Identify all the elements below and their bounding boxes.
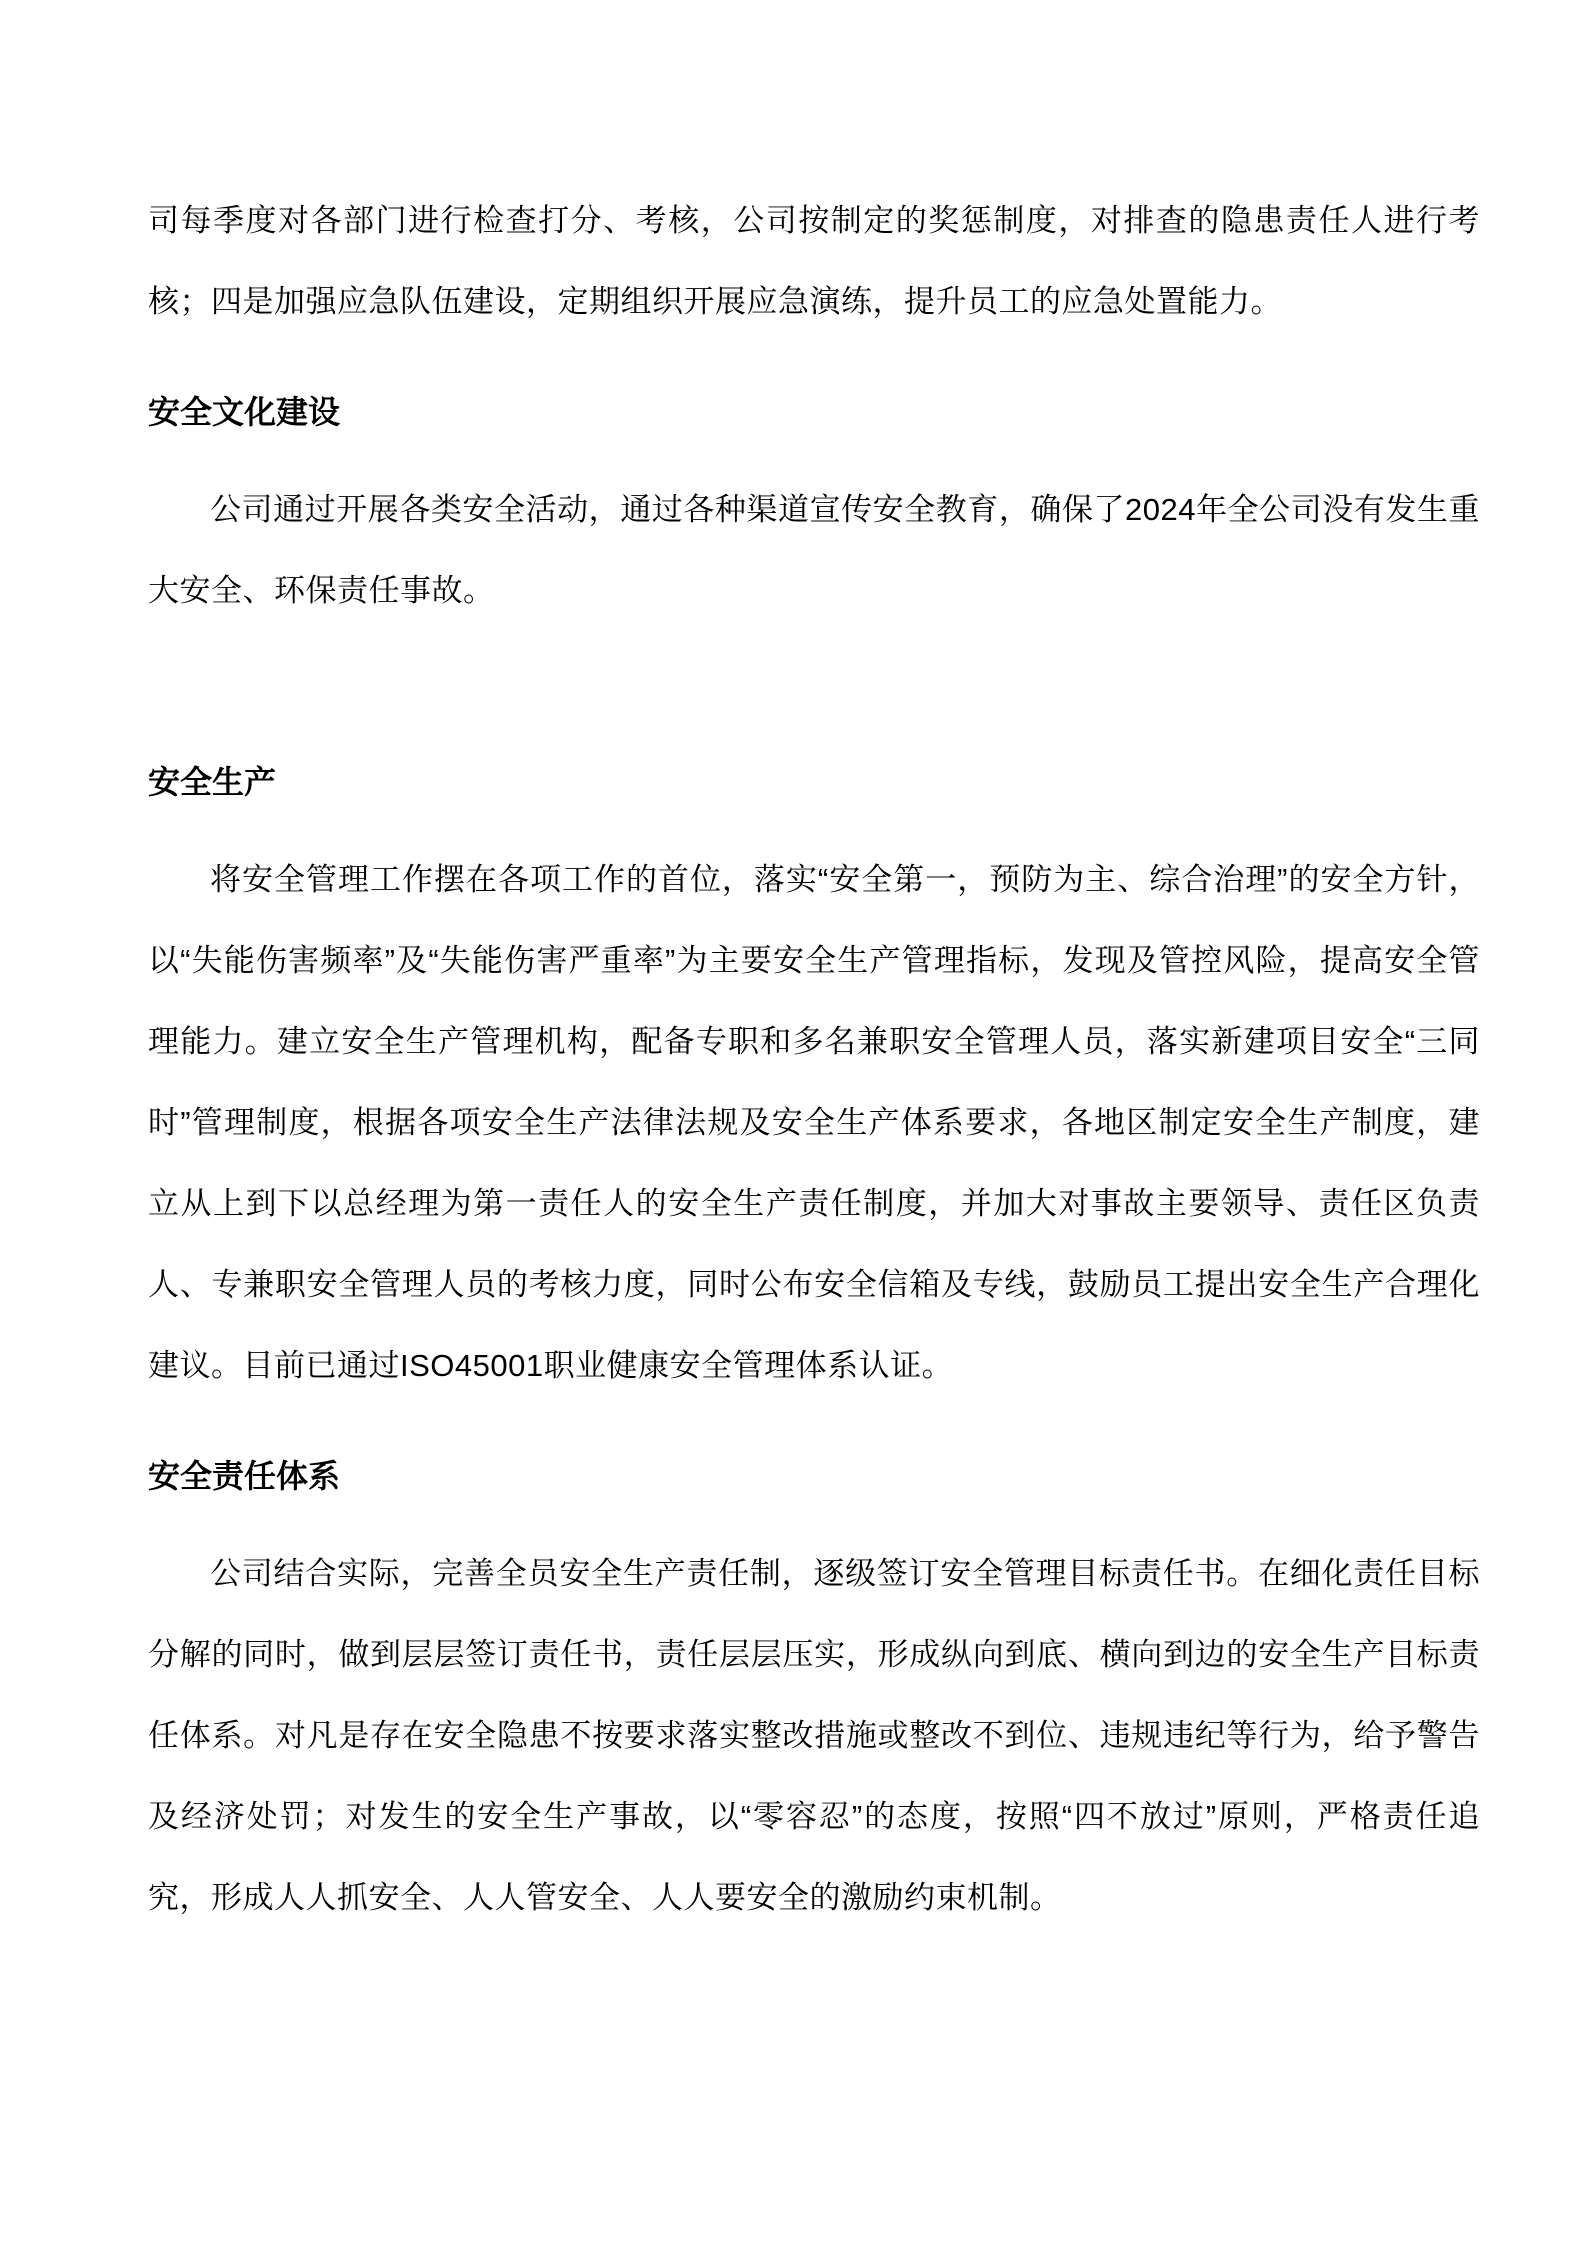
section-heading: 安全责任体系 bbox=[148, 1458, 341, 1494]
body-paragraph: 公司通过开展各类安全活动，通过各种渠道宣传安全教育，确保了2024年全公司没有发生重大安全、环保责任事故。 bbox=[148, 492, 1480, 608]
body-paragraph: 司每季度对各部门进行检查打分、考核，公司按制定的奖惩制度，对排查的隐患责任人进行考核；四是加强应急队伍建设，定期组织开展应急演练，提升员工的应急处置能力。 bbox=[148, 203, 1480, 319]
body-paragraph: 将安全管理工作摆在各项工作的首位，落实“安全第一，预防为主、综合治理”的安全方针，以“失能伤害频率”及“失能伤害严重率”为主要安全生产管理指标，发现及管控风险，提高安全管理能力。建立安全生产管理机构，配备专职和多名兼职安全管理人员，落实新建项目安全“三同时”管理制度，根据各项安全生产法律法规及安全生产体系要求，各地区制定安全生产制度，建立从上到下以总经理为第一责任人的安全生产责任制度，并加大对事故主要领导、责任区负责人、专兼职安全管理人员的考核力度，同时公布安全信箱及专线，鼓励员工提出安全生产合理化建议。目前已通过ISO45001职业健康安全管理体系认证。 bbox=[148, 862, 1480, 1383]
body-paragraph: 公司结合实际，完善全员安全生产责任制，逐级签订安全管理目标责任书。在细化责任目标分解的同时，做到层层签订责任书，责任层层压实，形成纵向到底、横向到边的安全生产目标责任体系。对凡是存在安全隐患不按要求落实整改措施或整改不到位、违规违纪等行为，给予警告及经济处罚；对发生的安全生产事故，以“零容忍”的态度，按照“四不放过”原则，严格责任追究，形成人人抓安全、人人管安全、人人要安全的激励约束机制。 bbox=[148, 1556, 1480, 1915]
section-heading: 安全文化建设 bbox=[148, 394, 341, 430]
section-heading: 安全生产 bbox=[148, 764, 277, 800]
paragraph-spacer bbox=[148, 631, 1480, 712]
